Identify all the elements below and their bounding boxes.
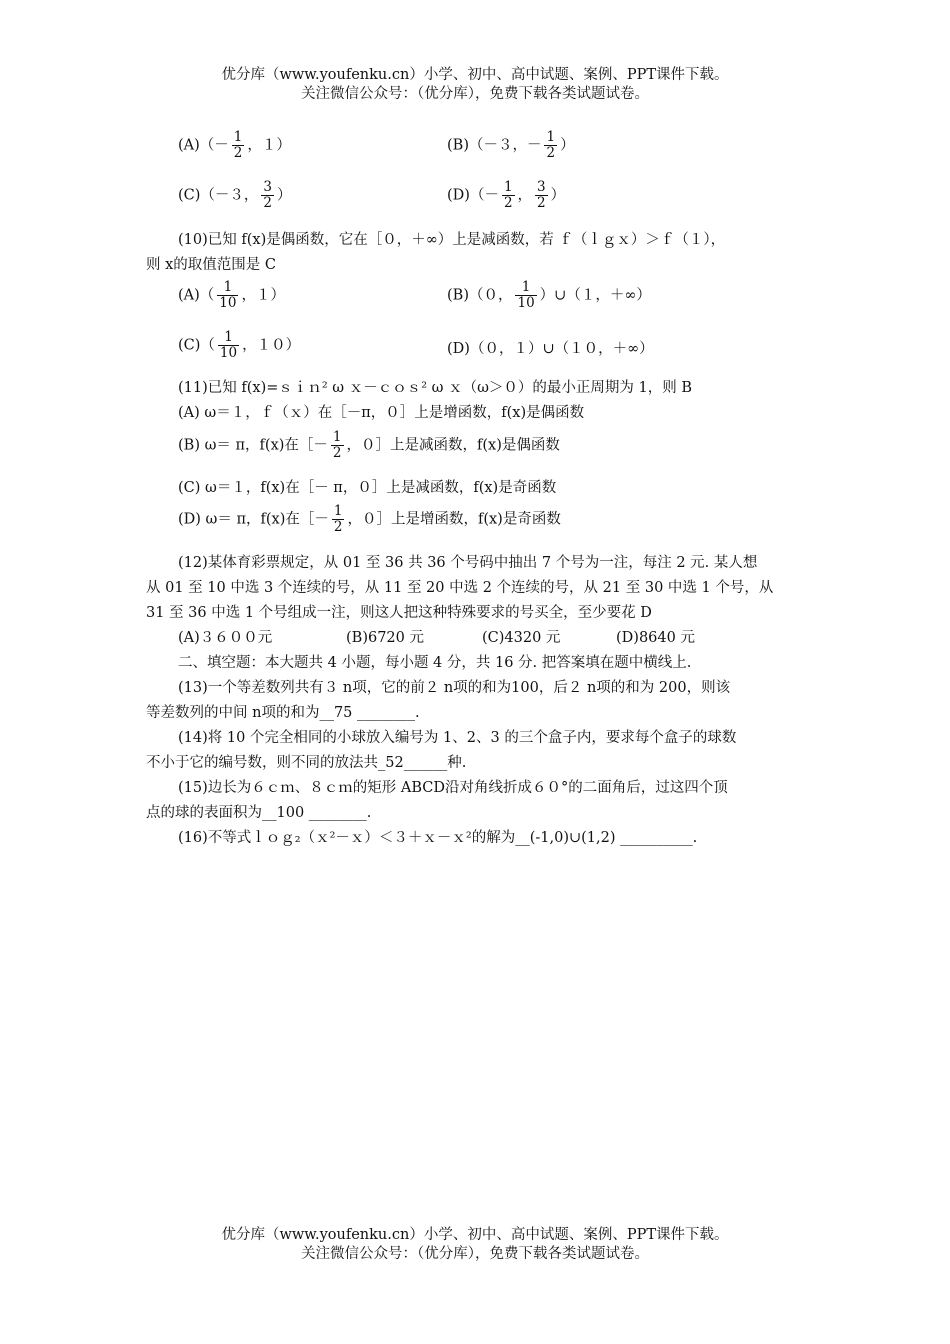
q10-option-d: (D)（０，１）∪（１０，＋∞） [447,341,654,357]
header-line-2: 关注微信公众号：（优分库），免费下载各类试题试卷。 [301,86,649,102]
q14-line-1: (14)将 10 个完全相同的小球放入编号为 1、2、3 的三个盒子内，要求每个盒子的球数 [178,730,737,746]
header-watermark [0,66,950,104]
fraction: $\frac{1}{2}$ [332,429,342,461]
q11-stem: (11)已知 f(x)=ｓｉｎ² ω ｘ－ｃｏｓ² ω ｘ（ω＞０）的最小正周期为 1，则 B [178,380,693,396]
q10-stem-line-1: (10)已知 f(x)是偶函数，它在［０，＋∞）上是减函数，若 ｆ（ｌｇｘ）＞ｆ（１）， [178,232,726,248]
fraction: $\frac{1}{10}$ [219,279,237,311]
fraction: $\frac{1}{2}$ [503,179,513,211]
section-heading: 二、填空题：本大题共 4 小题，每小题 4 分，共 16 分. 把答案填在题中横线上. [178,655,692,671]
q12-line-1: (12)某体育彩票规定，从 01 至 36 共 36 个号码中抽出 7 个号为一注，每注 2 元. 某人想 [178,555,758,571]
q9-option-d: (D)（－ $\frac{1}{2}$ ， $\frac{3}{2}$ ） [447,179,566,211]
q13-line-1: (13)一个等差数列共有３ n项，它的前２ n项的和为100，后２ n项的和为 200，则该 [178,680,731,696]
q9-option-c: (C)（－３， $\frac{3}{2}$ ） [178,179,292,211]
q12-option-d: (D)8640 元 [616,630,695,646]
q16-line-1: (16)不等式ｌｏｇ₂（ｘ²－ｘ）＜３＋ｘ－ｘ²的解为__(-1,0)∪(1,2) __________. [178,830,698,846]
q9-option-a: (A)（－ $\frac{1}{2}$ ，１） [178,129,291,161]
q9-option-b: (B)（－３，－ $\frac{1}{2}$ ） [447,129,575,161]
q12-option-b: (B)6720 元 [346,630,424,646]
q10-option-a: (A)（ $\frac{1}{10}$ ，１） [178,279,285,311]
q11-option-d: (D) ω＝ π，f(x)在［－ $\frac{1}{2}$ ，０］上是增函数，f(x)是奇函数 [178,503,561,535]
q10-option-b: (B)（０， $\frac{1}{10}$ ）∪（１，＋∞） [447,279,651,311]
q15-line-2: 点的球的表面积为__100 ________. [146,805,372,821]
q14-line-2: 不小于它的编号数，则不同的放法共_52______种. [146,755,467,771]
footer-line-1: 优分库（www.youfenku.cn）小学、初中、高中试题、案例、PPT课件下载。 [221,1227,729,1243]
q15-line-1: (15)边长为６ｃｍ、８ｃｍ的矩形 ABCD沿对角线折成６０°的二面角后，过这四个顶 [178,780,728,796]
q13-line-2: 等差数列的中间 n项的和为__75 ________. [146,705,420,721]
q12-option-c: (C)4320 元 [482,630,561,646]
fraction: $\frac{1}{2}$ [546,129,556,161]
footer-line-2: 关注微信公众号：（优分库），免费下载各类试题试卷。 [301,1246,649,1262]
q11-option-c: (C) ω＝１，f(x)在［－ π，０］上是减函数，f(x)是奇函数 [178,480,557,496]
fraction: $\frac{3}{2}$ [263,179,273,211]
header-line-1: 优分库（www.youfenku.cn）小学、初中、高中试题、案例、PPT课件下载。 [221,67,729,83]
q10-option-c: (C)（ $\frac{1}{10}$ ，１０） [178,329,301,361]
q12-line-2: 从 01 至 10 中选 3 个连续的号，从 11 至 20 中选 2 个连续的号，从 21 至 30 中选 1 个号，从 [146,580,774,596]
fraction: $\frac{1}{10}$ [517,279,535,311]
q11-option-a: (A) ω＝１，ｆ（ｘ）在［－π，０］上是增函数，f(x)是偶函数 [178,405,585,421]
q12-option-a: (A)３６００元 [178,630,273,646]
footer-watermark [0,1226,950,1264]
fraction: $\frac{3}{2}$ [537,179,546,211]
fraction: $\frac{1}{10}$ [219,329,238,361]
fraction: $\frac{1}{2}$ [233,129,243,161]
q12-line-3: 31 至 36 中选 1 个号组成一注，则这人把这种特殊要求的号买全，至少要花 D [146,605,652,621]
fraction: $\frac{1}{2}$ [333,503,343,535]
q11-option-b: (B) ω＝ π，f(x)在［－ $\frac{1}{2}$ ，０］上是减函数，f(x)是偶函数 [178,429,560,461]
q10-stem-line-2: 则 x的取值范围是 C [146,257,276,273]
